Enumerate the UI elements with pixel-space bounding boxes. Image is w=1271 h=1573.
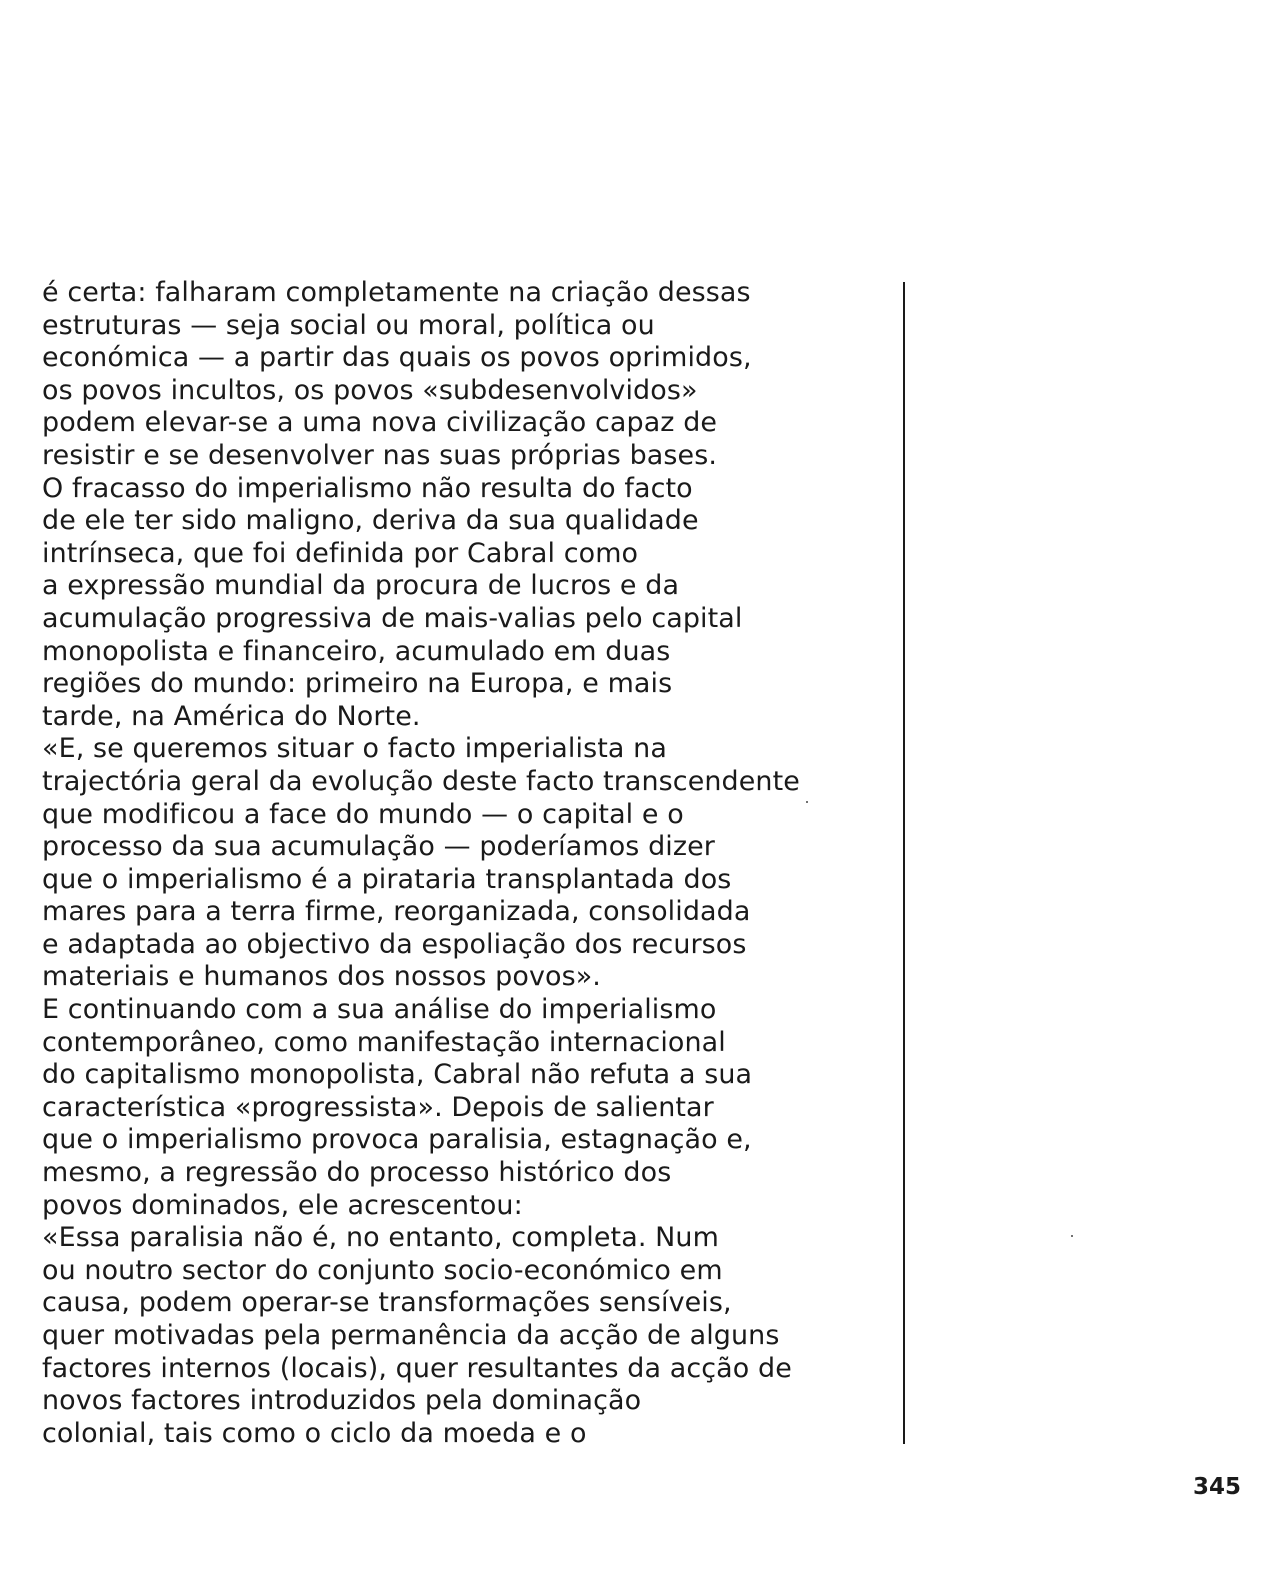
text-line: factores internos (locais), quer resultantes da acção de <box>42 1352 792 1384</box>
text-line: estruturas — seja social ou moral, política ou <box>42 309 655 341</box>
text-line: económica — a partir das quais os povos oprimidos, <box>42 342 752 374</box>
text-line: monopolista e financeiro, acumulado em duas <box>42 635 671 667</box>
text-line: intrínseca, que foi definida por Cabral como <box>42 537 639 569</box>
text-line: novos factores introduzidos pela dominação <box>42 1385 642 1417</box>
text-line: que o imperialismo é a pirataria transplantada dos <box>42 863 732 895</box>
text-line: a expressão mundial da procura de lucros e da <box>42 570 680 602</box>
text-line: de ele ter sido maligno, deriva da sua qualidade <box>42 505 699 537</box>
text-line: materiais e humanos dos nossos povos». <box>42 961 601 993</box>
text-line: «Essa paralisia não é, no entanto, completa. Num <box>42 1222 719 1254</box>
margin-rule <box>903 282 905 1444</box>
text-line: os povos incultos, os povos «subdesenvolvidos» <box>42 374 698 406</box>
text-line: resistir e se desenvolver nas suas próprias bases. <box>42 439 718 471</box>
page-number: 345 <box>1193 1474 1242 1500</box>
text-line: O fracasso do imperialismo não resulta do facto <box>42 472 693 504</box>
text-line: quer motivadas pela permanência da acção de alguns <box>42 1320 780 1351</box>
text-line: do capitalismo monopolista, Cabral não refuta a sua <box>42 1059 753 1091</box>
text-line: E continuando com a sua análise do imperialismo <box>42 994 717 1026</box>
text-line: que o imperialismo provoca paralisia, estagnação e, <box>42 1124 752 1156</box>
scan-speck <box>806 801 808 803</box>
text-line: «E, se queremos situar o facto imperialista na <box>42 733 667 765</box>
text-line: contemporâneo, como manifestação internacional <box>42 1026 726 1058</box>
text-line: povos dominados, ele acrescentou: <box>42 1189 523 1221</box>
text-line: característica «progressista». Depois de salientar <box>42 1091 714 1123</box>
text-line: trajectória geral da evolução deste facto transcendente <box>42 765 800 797</box>
scan-speck <box>1071 1235 1073 1237</box>
text-line: processo da sua acumulação — poderíamos dizer <box>42 831 715 863</box>
text-line: regiões do mundo: primeiro na Europa, e mais <box>42 668 673 700</box>
text-line: é certa: falharam completamente na criação dessas <box>42 277 751 308</box>
text-line: mesmo, a regressão do processo histórico dos <box>42 1157 672 1189</box>
text-line: que modificou a face do mundo — o capital e o <box>42 798 684 830</box>
text-line: acumulação progressiva de mais-valias pelo capital <box>42 602 743 634</box>
text-line: tarde, na América do Norte. <box>42 700 421 732</box>
body-text <box>42 277 902 1450</box>
text-line: colonial, tais como o ciclo da moeda e o <box>42 1417 587 1449</box>
text-line: mares para a terra firme, reorganizada, consolidada <box>42 896 751 928</box>
text-line: causa, podem operar-se transformações sensíveis, <box>42 1287 732 1319</box>
text-line: ou noutro sector do conjunto socio-económico em <box>42 1254 723 1286</box>
text-line: podem elevar-se a uma nova civilização capaz de <box>42 407 718 439</box>
text-line: e adaptada ao objectivo da espoliação dos recursos <box>42 928 747 960</box>
